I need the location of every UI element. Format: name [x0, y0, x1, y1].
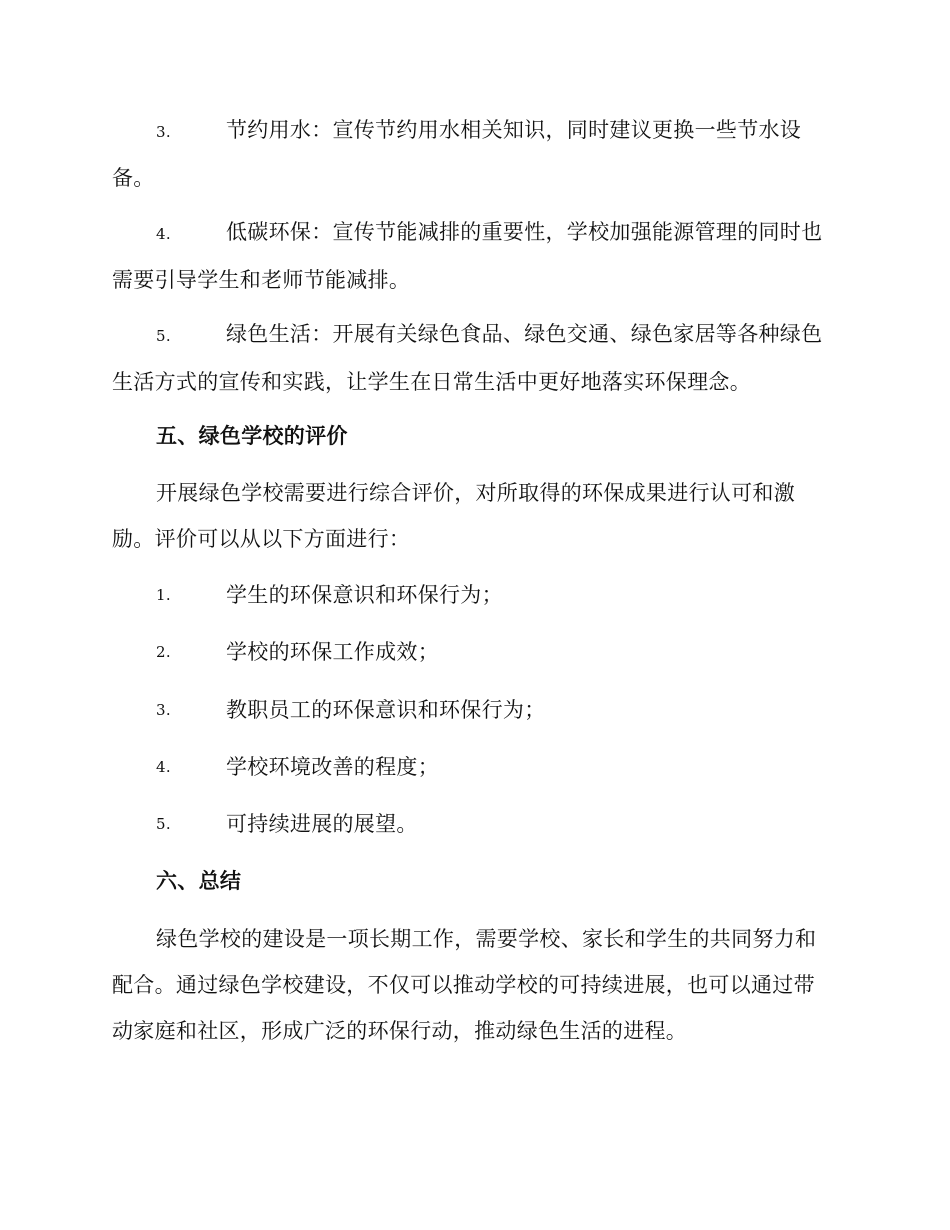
list-text: 可持续进展的展望。 [226, 812, 418, 836]
list-item [112, 311, 834, 405]
list-text: 学校环境改善的程度； [226, 755, 439, 779]
list-text: 低碳环保：宣传节能减排的重要性，学校加强能源管理的同时也需要引导学生和老师节能减排。 [112, 220, 823, 292]
list-number: 4. [156, 758, 171, 776]
paragraph-text: 开展绿色学校需要进行综合评价，对所取得的环保成果进行认可和激励。评价可以从以下方面进行： [112, 481, 795, 551]
list-text: 节约用水：宣传节约用水相关知识，同时建议更换一些节水设备。 [112, 118, 802, 190]
list-text: 绿色生活：开展有关绿色食品、绿色交通、绿色家居等各种绿色生活方式的宣传和实践，让学生在日常生活中更好地落实环保理念。 [112, 322, 823, 394]
list-item [112, 629, 834, 675]
list-text: 教职员工的环保意识和环保行为； [226, 698, 546, 722]
list-item [112, 107, 834, 201]
list-item [112, 209, 834, 303]
list-number: 4. [156, 225, 171, 243]
list-item [112, 572, 834, 618]
list-number: 3. [156, 123, 171, 141]
paragraph [112, 470, 834, 562]
section-heading: 六、总结 [156, 869, 242, 893]
list-text: 学生的环保意识和环保行为； [226, 583, 503, 607]
list-number: 2. [156, 643, 171, 661]
paragraph-text: 绿色学校的建设是一项长期工作，需要学校、家长和学生的共同努力和配合。通过绿色学校建设，不仅可以推动学校的可持续进展，也可以通过带动家庭和社区，形成广泛的环保行动，推动绿色生活的进程。 [112, 927, 817, 1043]
list-number: 5. [156, 815, 171, 833]
list-number: 1. [156, 586, 171, 604]
section-heading: 五、绿色学校的评价 [156, 424, 348, 448]
list-number: 5. [156, 327, 171, 345]
list-text: 学校的环保工作成效； [226, 640, 439, 664]
list-number: 3. [156, 701, 171, 719]
list-item [112, 801, 834, 847]
list-item [112, 744, 834, 790]
list-item [112, 687, 834, 733]
paragraph [112, 916, 834, 1054]
